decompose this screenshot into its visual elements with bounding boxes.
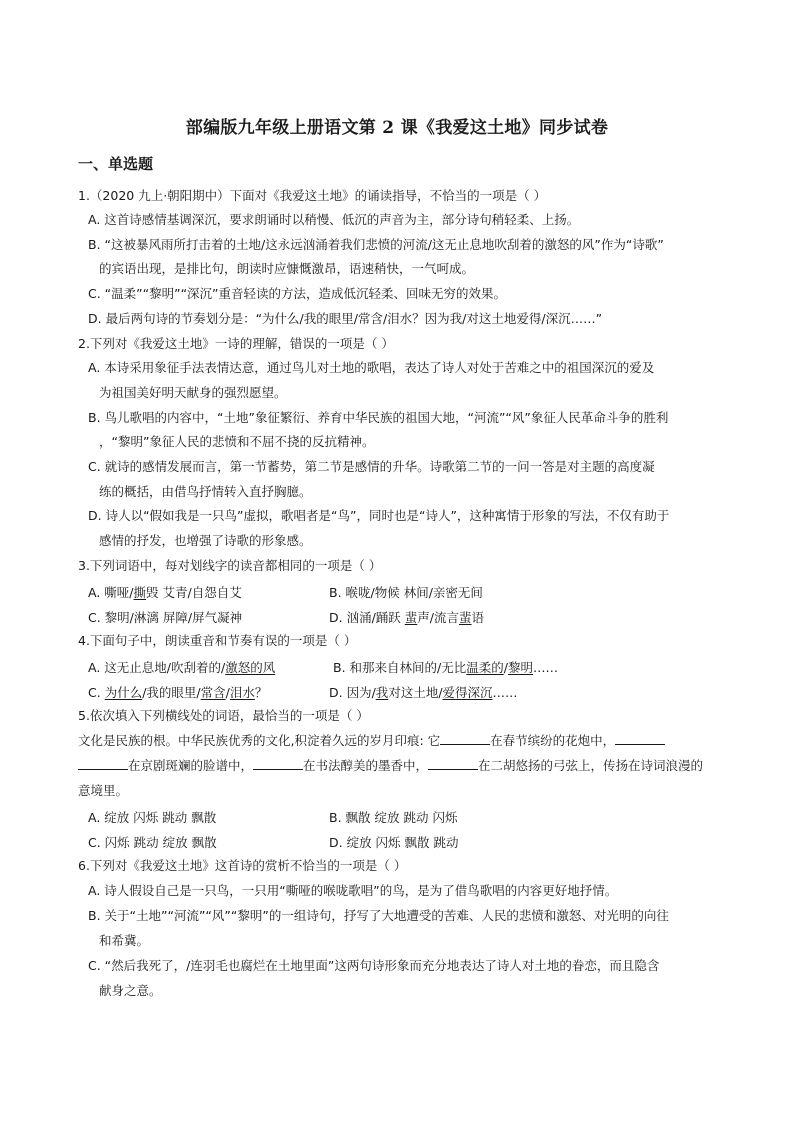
fill-blank-2-cont	[78, 759, 128, 770]
q1-option-c: C. “温柔”“黎明”“深沉”重音轻读的方法，造成低沉轻柔、回味无穷的效果。	[88, 286, 507, 301]
q4-c-underlined-2: 常含	[200, 685, 226, 700]
question-1-stem: 1.（2020 九上·朝阳期中）下面对《我爱这土地》的诵读指导，不恰当的一项是（ ）	[78, 188, 547, 203]
q4-c-underlined-3: 泪水	[229, 685, 255, 700]
q5-passage-text-1b: 在春节缤纷的花炮中，	[490, 733, 616, 748]
q1-option-d: D. 最后两句诗的节奏划分是：“为什么/我的眼里/常含/泪水？因为我/对这土地爱得/深沉……”	[88, 311, 603, 326]
q4-c-middle-1: /我的眼里	[142, 685, 197, 700]
fill-blank-4	[428, 759, 478, 770]
q2-option-b-cont: ，“黎明”象征人民的悲愤和不屈不挠的反抗精神。	[99, 434, 375, 449]
q5-passage-line-2	[78, 758, 728, 774]
q4-option-a	[88, 658, 275, 676]
q2-option-d-cont: 感情的抒发，也增强了诗歌的形象感。	[99, 533, 312, 548]
q4-d-prefix: D. 因为/	[329, 685, 376, 700]
fill-blank-1	[440, 734, 490, 745]
q2-option-b: B. 鸟儿歌唱的内容中，“土地”象征繁衍、养育中华民族的祖国大地，“河流”“风”象征人民革命斗争的胜利	[88, 410, 669, 425]
q4-b-suffix: ……	[532, 660, 558, 675]
question-3-stem: 3.下列词语中，每对划线字的读音都相同的一项是（ ）	[78, 558, 382, 573]
q5-option-c: C. 闪烁 跳动 绽放 飘散	[88, 835, 217, 850]
q3-option-b: B. 喉咙/物候 林间/亲密无间	[329, 585, 483, 600]
q5-passage-line-1	[78, 733, 728, 749]
q3-d-underlined-1: 蜚	[404, 610, 418, 625]
q4-c-underlined-1: 为什么	[104, 685, 143, 700]
question-5-stem: 5.依次填入下列横线处的词语，最恰当的一项是（ ）	[78, 708, 369, 723]
q4-option-d	[329, 683, 518, 701]
q6-option-b: B. 关于“土地”“河流”“风”“黎明”的一组诗句，抒写了大地遭受的苦难、人民的悲愤和激怒、对光明的向往	[88, 908, 669, 923]
q6-option-c: C. “然后我死了，/连羽毛也腐烂在土地里面”这两句诗形象而充分地表达了诗人对土地的眷恋，而且隐含	[88, 958, 660, 973]
fill-blank-3	[253, 759, 303, 770]
q3-a-underlined: 撕	[133, 585, 147, 600]
q4-c-prefix: C.	[88, 685, 105, 700]
q4-option-b	[333, 658, 558, 676]
q3-a-suffix: 毁 艾青/自怨自艾	[146, 585, 242, 600]
q4-c-suffix: ？	[254, 685, 268, 700]
q4-b-middle: /	[503, 660, 508, 675]
q4-b-underlined-2: 黎明	[507, 660, 533, 675]
q5-option-b: B. 飘散 绽放 跳动 闪烁	[329, 810, 458, 825]
q6-option-a: A. 诗人假设自己是一只鸟，一只用“嘶哑的喉咙歌唱”的鸟，是为了借鸟歌唱的内容更好地抒情。	[88, 883, 618, 898]
question-6-stem: 6.下列对《我爱这土地》这首诗的赏析不恰当的一项是（ ）	[78, 858, 407, 873]
q5-passage-line-3: 意境里。	[78, 783, 129, 798]
page-title: 部编版九年级上册语文第 2 课《我爱这土地》同步试卷	[185, 118, 609, 138]
q3-option-a	[88, 583, 242, 601]
q1-option-b-cont: 的宾语出现，是排比句，朗读时应慷慨激昂，语速稍快，一气呵成。	[99, 261, 475, 276]
q3-d-suffix: 语	[471, 610, 485, 625]
q3-d-prefix: D. 汹涌/踊跃	[329, 610, 405, 625]
q5-passage-text-2c: 在二胡悠扬的弓弦上，传扬在诗词浪漫的	[478, 758, 704, 773]
question-4-stem: 4.下面句子中，朗读重音和节奏有误的一项是（ ）	[78, 633, 357, 648]
q4-a-prefix: A. 这无止息地/吹刮着的/	[88, 660, 226, 675]
section-heading: 一、单选题	[78, 155, 154, 173]
q4-b-underlined-1: 温柔的	[466, 660, 504, 675]
question-2-stem: 2.下列对《我爱这土地》一诗的理解，错误的一项是（ ）	[78, 336, 394, 351]
q4-a-underlined: 激怒的风	[225, 660, 276, 675]
q3-option-c: C. 黎明/淋漓 屏障/屏气凝神	[88, 610, 243, 625]
fill-blank-2	[615, 734, 665, 745]
q5-option-a: A. 绽放 闪烁 跳动 飘散	[88, 810, 217, 825]
q3-d-underlined-2: 蜚	[459, 610, 472, 625]
q3-d-middle: 声/流言	[417, 610, 459, 625]
q3-a-prefix: A. 嘶哑/	[88, 585, 134, 600]
q2-option-c-cont: 练的概括，由借鸟抒情转入直抒胸臆。	[99, 484, 312, 499]
q4-d-middle: 对这土地/	[388, 685, 443, 700]
q4-d-underlined-1: 我	[375, 685, 389, 700]
q5-option-d: D. 绽放 闪烁 飘散 跳动	[329, 835, 459, 850]
q5-passage-text-2b: 在书法醇美的墨香中，	[303, 758, 429, 773]
q2-option-c: C. 就诗的感情发展而言，第一节蓄势，第二节是感情的升华。诗歌第二节的一问一答是对主题的高度凝	[88, 459, 655, 474]
q3-option-d	[329, 608, 484, 626]
q6-option-c-cont: 献身之意。	[99, 983, 162, 998]
q4-b-prefix: B. 和那来自林间的/无比	[333, 660, 467, 675]
q4-d-suffix: ……	[492, 685, 518, 700]
q5-passage-text-1a: 文化是民族的根。中华民族优秀的文化,积淀着久远的岁月印痕: 它	[78, 733, 441, 748]
q6-option-b-cont: 和希冀。	[99, 933, 150, 948]
q2-option-a: A. 本诗采用象征手法表情达意，通过鸟儿对土地的歌唱，表达了诗人对处于苦难之中的祖国深沉的爱及	[88, 360, 655, 375]
q5-passage-text-2a: 在京剧斑斓的脸谱中，	[128, 758, 254, 773]
q2-option-a-cont: 为祖国美好明天献身的强烈愿望。	[99, 385, 287, 400]
q4-d-underlined-2: 爱得深沉	[442, 685, 493, 700]
q1-option-b: B. “这被暴风雨所打击着的土地/这永远汹涌着我们悲愤的河流/这无止息地吹刮着的激怒的风”作为“诗歌”	[88, 237, 664, 252]
q4-option-c: C. 为什么/我的眼里/常含/泪水？	[88, 685, 268, 700]
q4-c-middle-2: /	[225, 685, 230, 700]
q2-option-d: D. 诗人以“假如我是一只鸟”虚拟，歌唱者是“鸟”，同时也是“诗人”，这种寓情于形象的写法，不仅有助于	[88, 508, 670, 523]
q1-option-a: A. 这首诗感情基调深沉，要求朗诵时以稍慢、低沉的声音为主，部分诗句稍轻柔、上扬。	[88, 212, 580, 227]
